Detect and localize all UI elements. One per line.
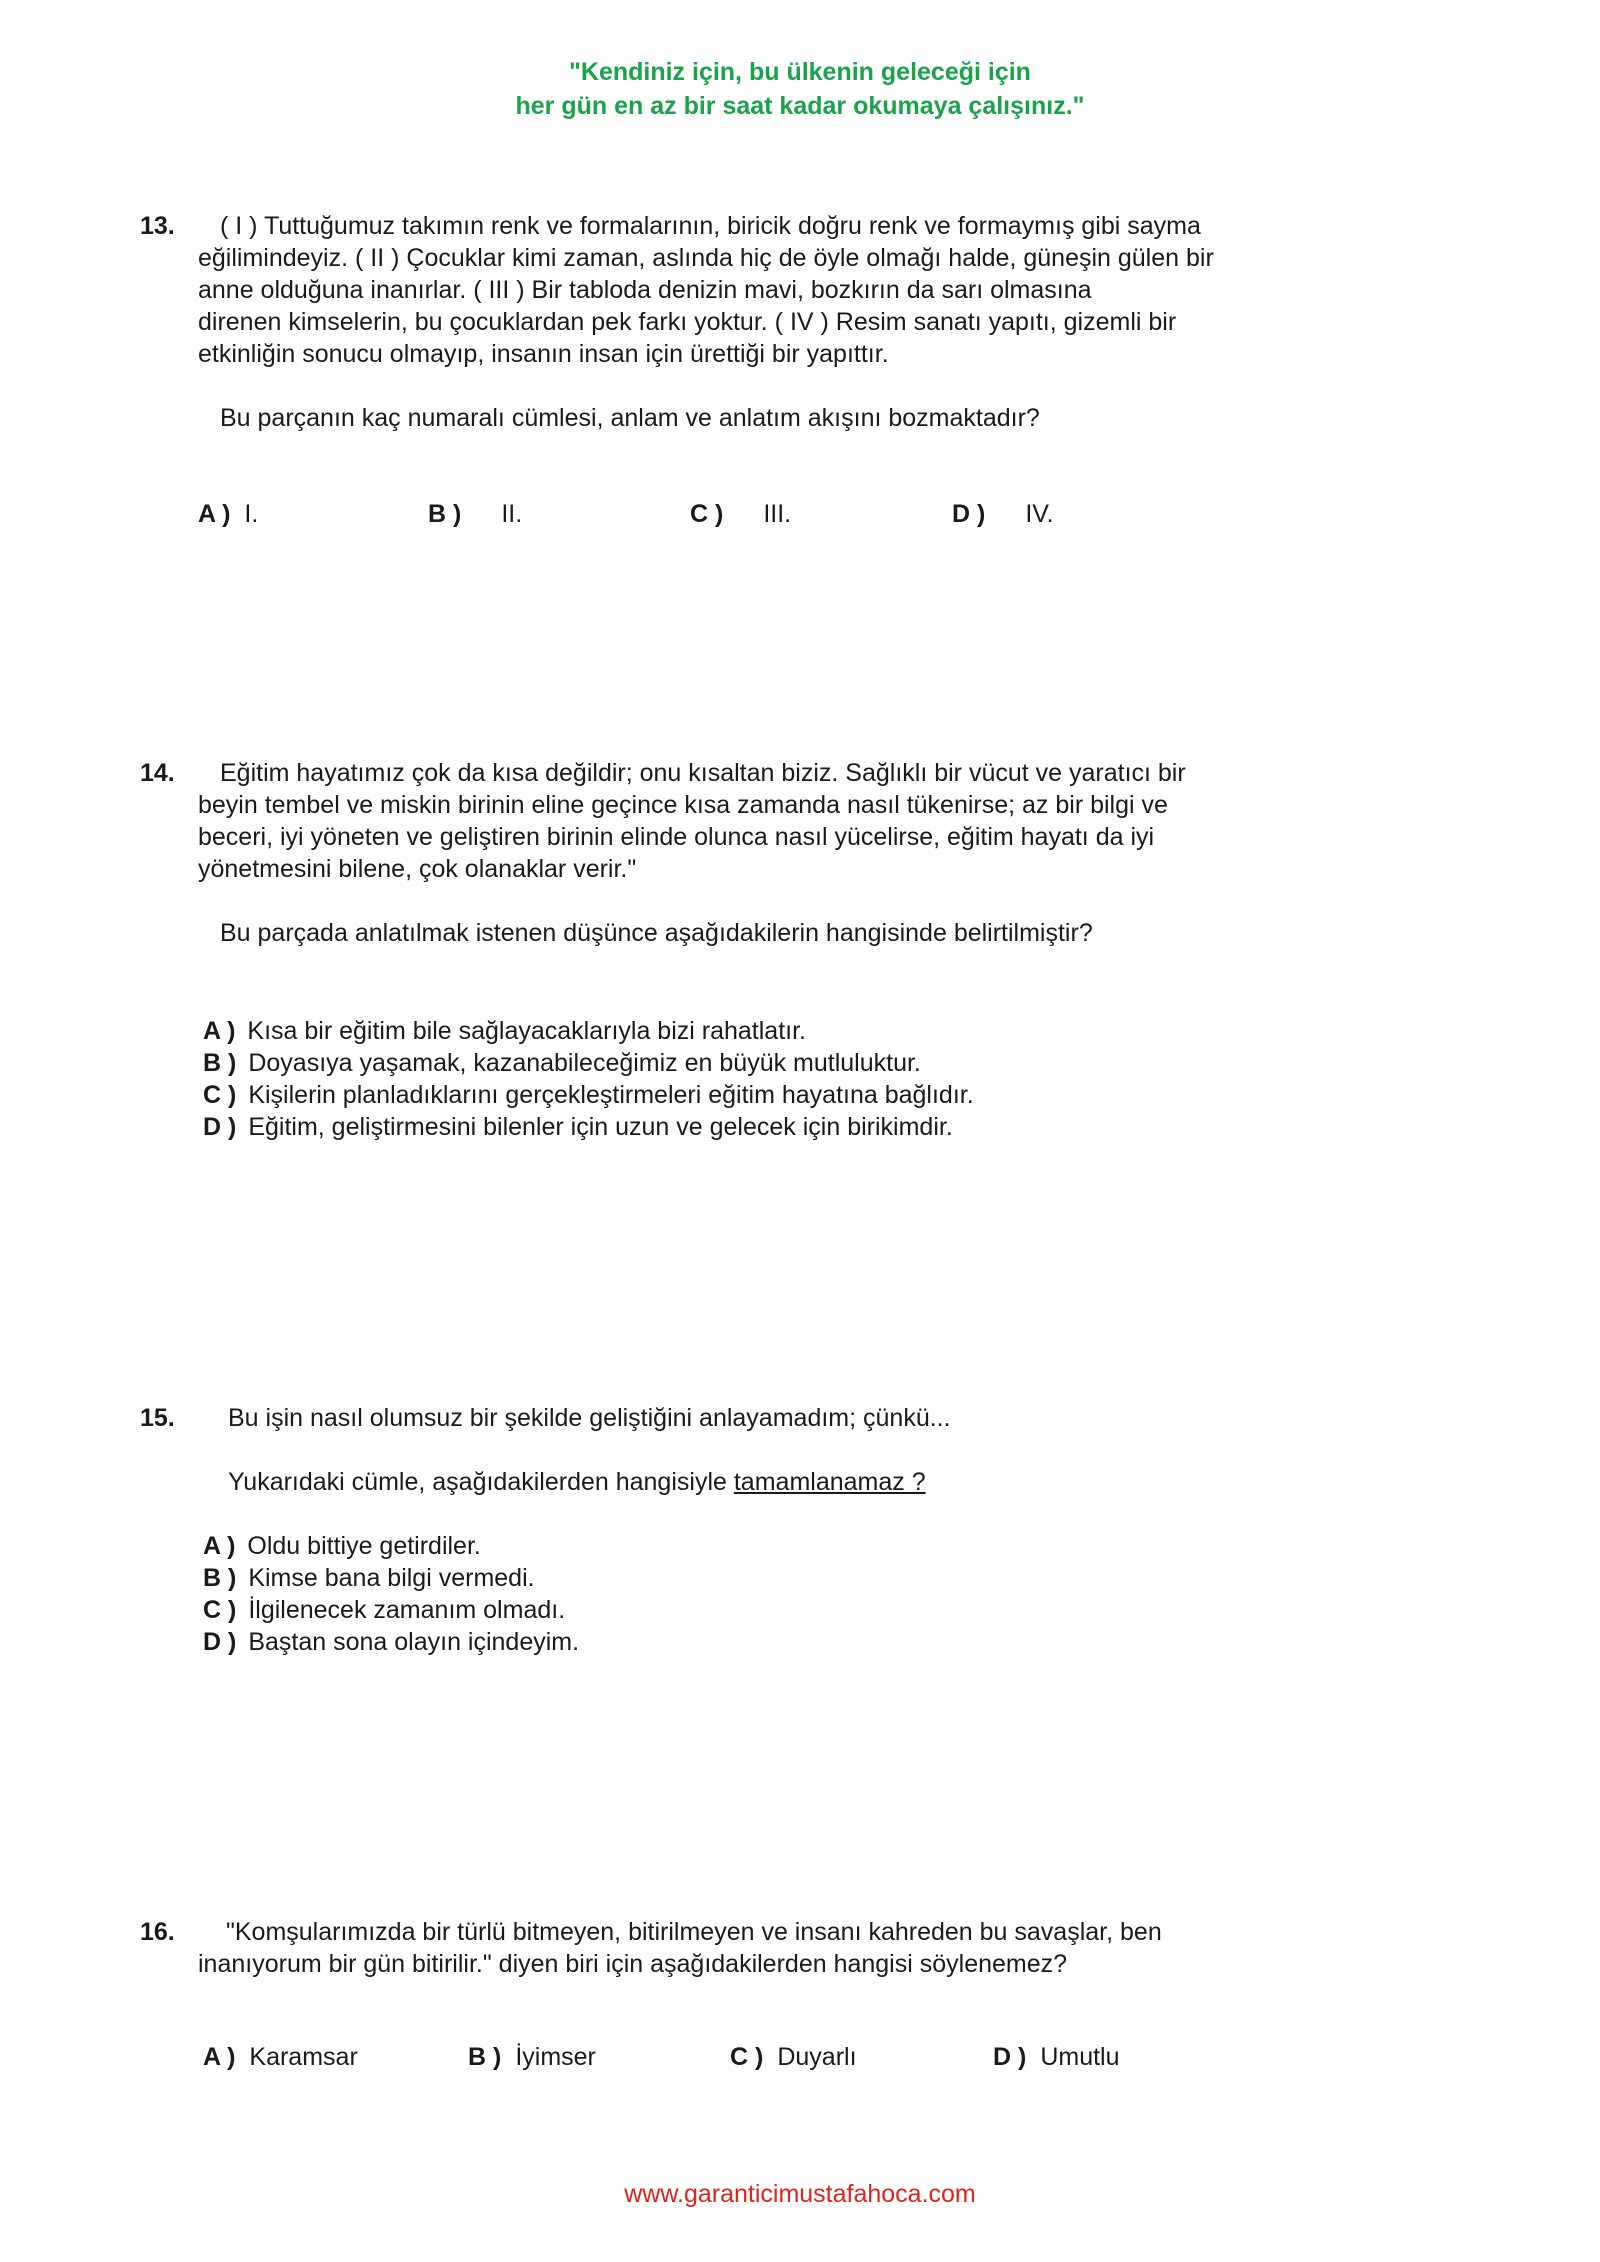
option-text: Duyarlı: [777, 2043, 857, 2071]
option-text: II.: [501, 500, 523, 528]
footer-url[interactable]: www.garanticimustafahoca.com: [624, 2180, 976, 2208]
text-line: beyin tembel ve miskin birinin eline geçince kısa zamanda nasıl tükenirse; az bir bilgi ve: [198, 791, 1168, 819]
option-text: Umutlu: [1040, 2043, 1120, 2071]
question-text: [198, 1916, 1340, 1980]
options-list: [203, 1015, 974, 1143]
prompt-text: Yukarıdaki cümle, aşağıdakilerden hangisiyle: [228, 1468, 734, 1496]
option-letter: B ): [468, 2043, 502, 2071]
question-number: 13.: [140, 212, 175, 240]
option-b[interactable]: [203, 1047, 974, 1079]
question-number: 15.: [140, 1404, 175, 1432]
text-line: ( I ) Tuttuğumuz takımın renk ve formalarının, biricik doğru renk ve formaymış gibi sayma: [220, 212, 1201, 240]
question-16: [140, 1916, 1340, 1980]
option-c[interactable]: [203, 1594, 579, 1626]
option-text: Oldu bittiye getirdiler.: [247, 1532, 481, 1560]
option-text: Kimse bana bilgi vermedi.: [248, 1564, 535, 1592]
option-letter: D ): [203, 1113, 237, 1141]
option-a[interactable]: [198, 500, 258, 529]
option-a[interactable]: [203, 1530, 579, 1562]
option-letter: B ): [428, 500, 462, 528]
option-d[interactable]: [203, 1626, 579, 1658]
question-prompt: [228, 1466, 1340, 1498]
option-letter: A ): [203, 1532, 236, 1560]
option-text: Eğitim, geliştirmesini bilenler için uzun ve gelecek için birikimdir.: [248, 1113, 953, 1141]
question-number: 14.: [140, 759, 175, 787]
option-letter: C ): [690, 500, 724, 528]
option-c[interactable]: [730, 2043, 857, 2072]
option-text: Kişilerin planladıklarını gerçekleştirmeleri eğitim hayatına bağlıdır.: [248, 1081, 974, 1109]
option-text: I.: [244, 500, 259, 528]
option-text: Baştan sona olayın içindeyim.: [248, 1628, 580, 1656]
question-prompt: Bu parçada anlatılmak istenen düşünce aşağıdakilerin hangisinde belirtilmiştir?: [220, 919, 1093, 947]
text-line: eğilimindeyiz. ( II ) Çocuklar kimi zaman, aslında hiç de öyle olmağı halde, güneşin gülen bir: [198, 244, 1214, 272]
option-text: Doyasıya yaşamak, kazanabileceğimiz en büyük mutluluktur.: [248, 1049, 921, 1077]
question-number: 16.: [140, 1918, 175, 1946]
text-line: "Komşularımızda bir türlü bitmeyen, bitirilmeyen ve insanı kahreden bu savaşlar, ben: [226, 1918, 1162, 1946]
option-text: İyimser: [515, 2043, 596, 2071]
text-line: anne olduğuna inanırlar. ( III ) Bir tabloda denizin mavi, bozkırın da sarı olmasına: [198, 276, 1092, 304]
text-line: yönetmesini bilene, çok olanaklar verir.": [198, 855, 637, 883]
motto-line-2: her gün en az bir saat kadar okumaya çalışınız.": [515, 92, 1085, 120]
option-letter: C ): [730, 2043, 764, 2071]
option-a[interactable]: [203, 2043, 358, 2072]
option-d[interactable]: [952, 500, 1054, 529]
question-13: [140, 210, 1340, 459]
option-d[interactable]: [203, 1111, 974, 1143]
option-text: Kısa bir eğitim bile sağlayacaklarıyla bizi rahatlatır.: [247, 1017, 806, 1045]
option-d[interactable]: [993, 2043, 1120, 2072]
text-line: beceri, iyi yöneten ve geliştiren birinin elinde olunca nasıl yücelirse, eğitim hayatı da iyi: [198, 823, 1155, 851]
question-14: [140, 757, 1340, 974]
option-b[interactable]: [203, 1562, 579, 1594]
option-text: III.: [763, 500, 792, 528]
text-line: Bu işin nasıl olumsuz bir şekilde geliştiğini anlayamadım; çünkü...: [228, 1404, 951, 1432]
option-c[interactable]: [690, 500, 791, 529]
options-list: [203, 1530, 579, 1658]
option-letter: A ): [203, 2043, 236, 2071]
text-line: direnen kimselerin, bu çocuklardan pek farkı yoktur. ( IV ) Resim sanatı yapıtı, gizemli bir: [198, 308, 1177, 336]
text-line: etkinliğin sonucu olmayıp, insanın insan için ürettiği bir yapıttır.: [198, 340, 889, 368]
option-text: İlgilenecek zamanım olmadı.: [248, 1596, 566, 1624]
option-text: IV.: [1025, 500, 1054, 528]
option-letter: B ): [203, 1049, 237, 1077]
text-line: Eğitim hayatımız çok da kısa değildir; onu kısaltan biziz. Sağlıklı bir vücut ve yaratıcı bir: [220, 759, 1186, 787]
option-a[interactable]: [203, 1015, 974, 1047]
option-c[interactable]: [203, 1079, 974, 1111]
question-text: [198, 1402, 1340, 1434]
question-text: [198, 210, 1340, 370]
option-b[interactable]: [428, 500, 522, 529]
option-letter: A ): [203, 1017, 236, 1045]
question-prompt: Bu parçanın kaç numaralı cümlesi, anlam ve anlatım akışını bozmaktadır?: [220, 404, 1040, 432]
question-text: [198, 757, 1340, 885]
option-letter: C ): [203, 1081, 237, 1109]
option-b[interactable]: [468, 2043, 596, 2072]
option-letter: C ): [203, 1596, 237, 1624]
motto-line-1: "Kendiniz için, bu ülkenin geleceği için: [569, 58, 1031, 86]
option-text: Karamsar: [249, 2043, 358, 2071]
option-letter: A ): [198, 500, 231, 528]
option-letter: D ): [952, 500, 986, 528]
option-letter: D ): [993, 2043, 1027, 2071]
option-letter: D ): [203, 1628, 237, 1656]
header-motto: [0, 55, 1600, 123]
option-letter: B ): [203, 1564, 237, 1592]
text-line: inanıyorum bir gün bitirilir." diyen biri için aşağıdakilerden hangisi söylenemez?: [198, 1950, 1068, 1978]
prompt-underlined-text: tamamlanamaz ?: [733, 1468, 926, 1496]
question-15: [140, 1402, 1340, 1523]
